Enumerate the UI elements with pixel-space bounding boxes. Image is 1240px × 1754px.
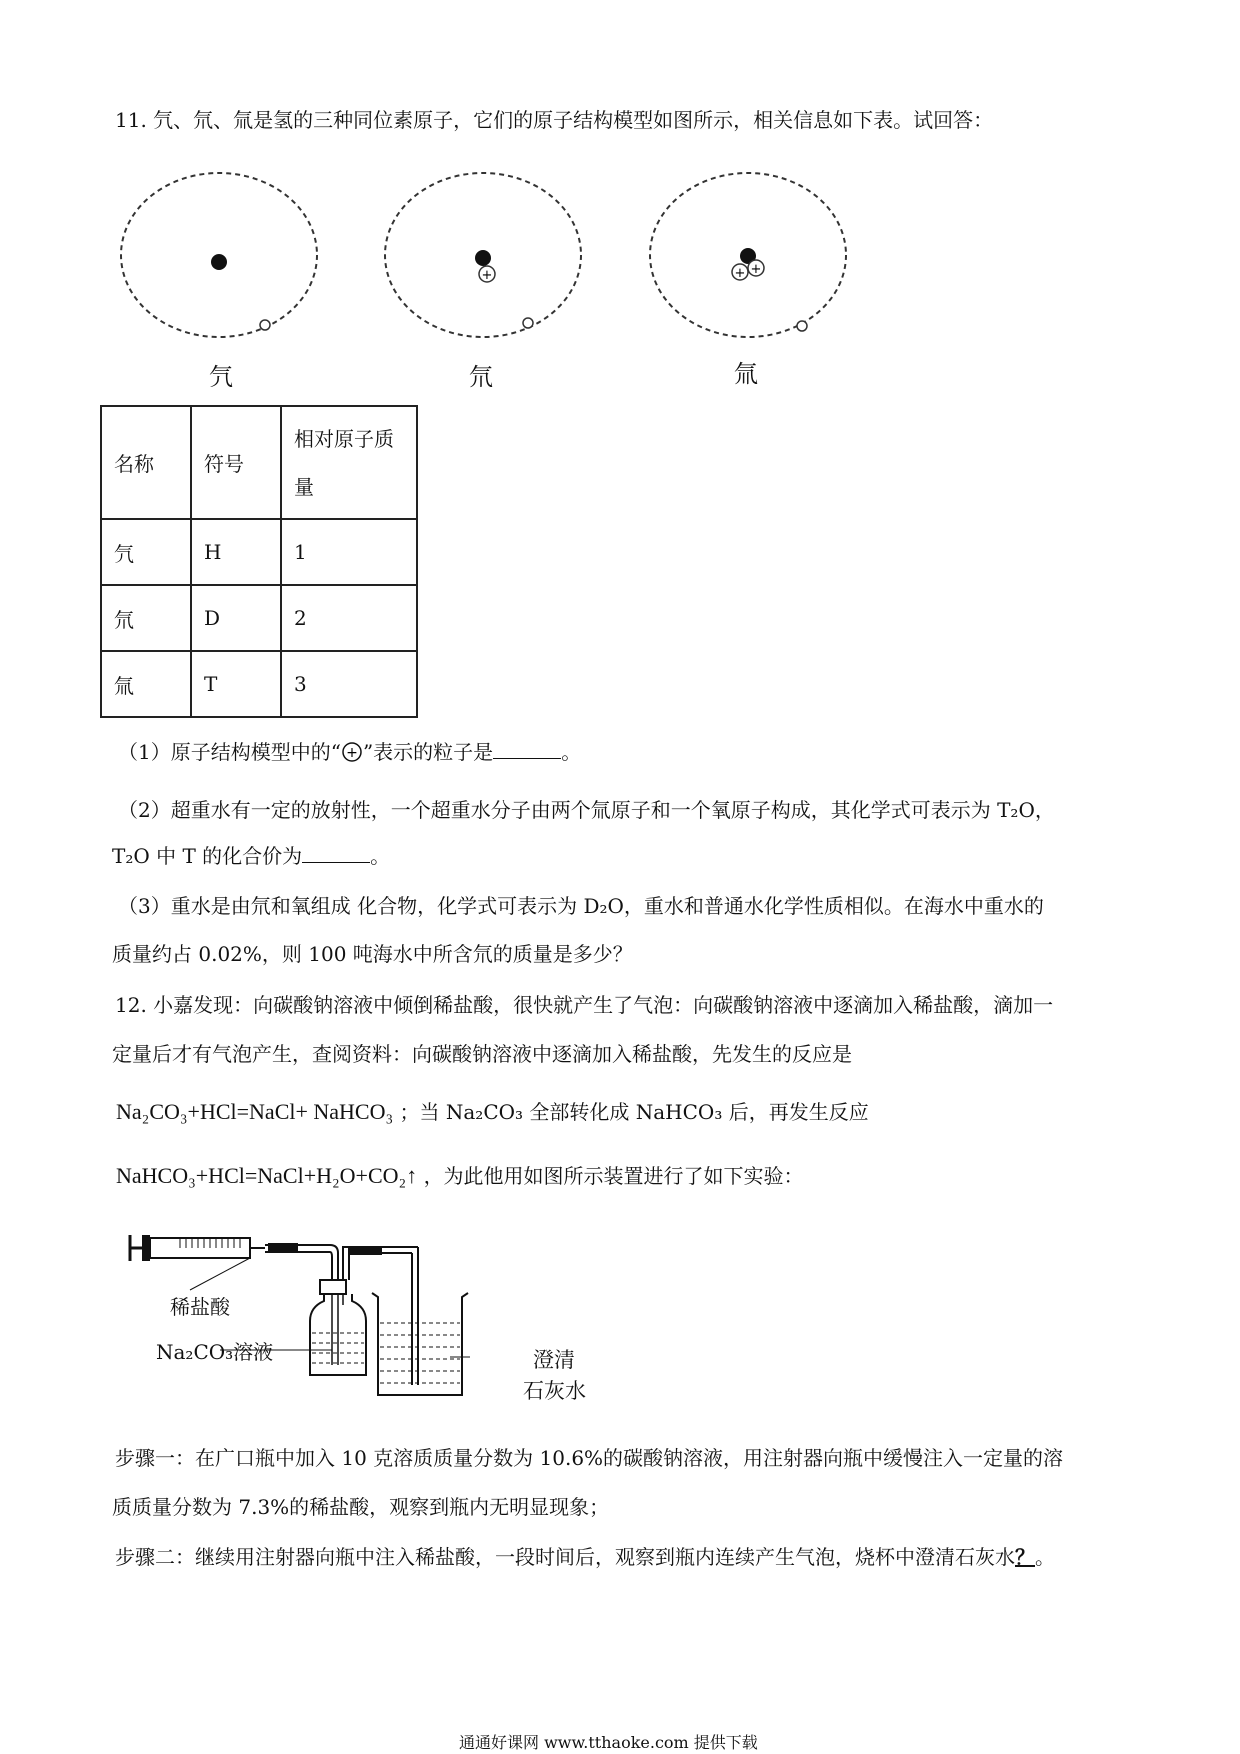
table-row bbox=[101, 585, 417, 651]
cell-symbol: D bbox=[191, 585, 281, 651]
step2: 步骤二：继续用注射器向瓶中注入稀盐酸，一段时间后，观察到瓶内连续产生气泡，烧杯中澄清石灰水？。 bbox=[115, 1545, 1055, 1569]
q12-line2: 定量后才有气泡产生，查阅资料：向碳酸钠溶液中逐滴加入稀盐酸，先发生的反应是 bbox=[112, 1042, 852, 1066]
equation-1: Na₂CO₃+HCl=NaCl+ NaHCO₃ bbox=[116, 1099, 394, 1124]
header-symbol: 符号 bbox=[191, 406, 281, 519]
q12-line1: 12. 小嘉发现：向碳酸钠溶液中倾倒稀盐酸，很快就产生了气泡：向碳酸钠溶液中逐滴加入稀盐酸，滴加一 bbox=[115, 993, 1054, 1017]
cell-name: 氘 bbox=[101, 585, 191, 651]
header-mass: 相对原子质量 bbox=[294, 426, 394, 499]
label-solution: Na₂CO₃溶液 bbox=[156, 1340, 274, 1364]
cell-name: 氕 bbox=[101, 519, 191, 585]
answer-blank bbox=[493, 738, 561, 759]
label-acid: 稀盐酸 bbox=[170, 1295, 230, 1319]
q11-part2-line2: T₂O 中 T 的化合价为 。 bbox=[112, 844, 391, 868]
q11-part3-line1: （3）重水是由氘和氧组成 化合物，化学式可表示为 D₂O，重水和普通水化学性质相似。在海水中重水的 bbox=[118, 894, 1044, 918]
cell-mass: 1 bbox=[281, 519, 417, 585]
protium-model bbox=[121, 173, 317, 337]
equation-2: NaHCO₃+HCl=NaCl+H₂O+CO₂↑ bbox=[116, 1163, 418, 1188]
cell-mass: 2 bbox=[281, 585, 417, 651]
q12-eq2-line: NaHCO₃+HCl=NaCl+H₂O+CO₂↑ ，为此他用如图所示装置进行了如下实验： bbox=[116, 1163, 804, 1188]
part1-text-b: ”表示的粒子是 bbox=[362, 740, 494, 764]
svg-text:+: + bbox=[481, 268, 493, 283]
table-row bbox=[101, 651, 417, 717]
tritium-model bbox=[650, 173, 846, 337]
svg-text:+: + bbox=[750, 262, 762, 277]
bottle-icon bbox=[310, 1280, 366, 1375]
cell-symbol: T bbox=[191, 651, 281, 717]
svg-text:+: + bbox=[734, 266, 746, 281]
step1-line1: 步骤一：在广口瓶中加入 10 克溶质质量分数为 10.6%的碳酸钠溶液，用注射器向瓶中缓慢注入一定量的溶 bbox=[115, 1446, 1064, 1470]
table-row bbox=[101, 519, 417, 585]
cell-mass: 3 bbox=[281, 651, 417, 717]
cell-name: 氚 bbox=[101, 651, 191, 717]
proton-icon bbox=[341, 741, 363, 763]
syringe-icon bbox=[130, 1235, 265, 1290]
model-label-tritium: 氚 bbox=[734, 360, 758, 388]
q12-eq1-line: Na₂CO₃+HCl=NaCl+ NaHCO₃ ；当 Na₂CO₃ 全部转化成 NaHCO₃ 后，再发生反应 bbox=[116, 1099, 869, 1124]
label-limewater-2: 石灰水 bbox=[523, 1379, 586, 1403]
q11-intro: 11. 氕、氘、氚是氢的三种同位素原子，它们的原子结构模型如图所示，相关信息如下表。试回答： bbox=[115, 108, 994, 132]
model-label-protium: 氕 bbox=[209, 363, 233, 391]
cell-symbol: H bbox=[191, 519, 281, 585]
table-header-row bbox=[101, 406, 417, 519]
isotope-table bbox=[100, 405, 418, 718]
answer-blank: ？ bbox=[1015, 1545, 1035, 1569]
svg-text:+: + bbox=[346, 745, 358, 761]
answer-blank bbox=[302, 842, 370, 863]
electron-dot bbox=[260, 320, 270, 330]
page-footer: 通通好课网 www.tthaoke.com 提供下载 bbox=[459, 1733, 758, 1752]
neutron-dot bbox=[211, 254, 227, 270]
q11-part3-line2: 质量约占 0.02%，则 100 吨海水中所含氘的质量是多少？ bbox=[112, 942, 633, 966]
step1-line2: 质质量分数为 7.3%的稀盐酸，观察到瓶内无明显现象； bbox=[112, 1495, 610, 1519]
label-limewater-1: 澄清 bbox=[533, 1348, 575, 1372]
q11-part2-line1: （2）超重水有一定的放射性，一个超重水分子由两个氚原子和一个氧原子构成，其化学式可表示为 T₂O， bbox=[118, 798, 1055, 822]
beaker-icon bbox=[372, 1293, 468, 1395]
header-name: 名称 bbox=[101, 406, 191, 519]
q11-part1: （1）原子结构模型中的“ + ”表示的粒子是 。 bbox=[118, 740, 582, 764]
deuterium-model bbox=[385, 173, 581, 337]
model-label-deuterium: 氘 bbox=[469, 363, 493, 391]
part1-text-a: （1）原子结构模型中的“ bbox=[118, 740, 341, 764]
